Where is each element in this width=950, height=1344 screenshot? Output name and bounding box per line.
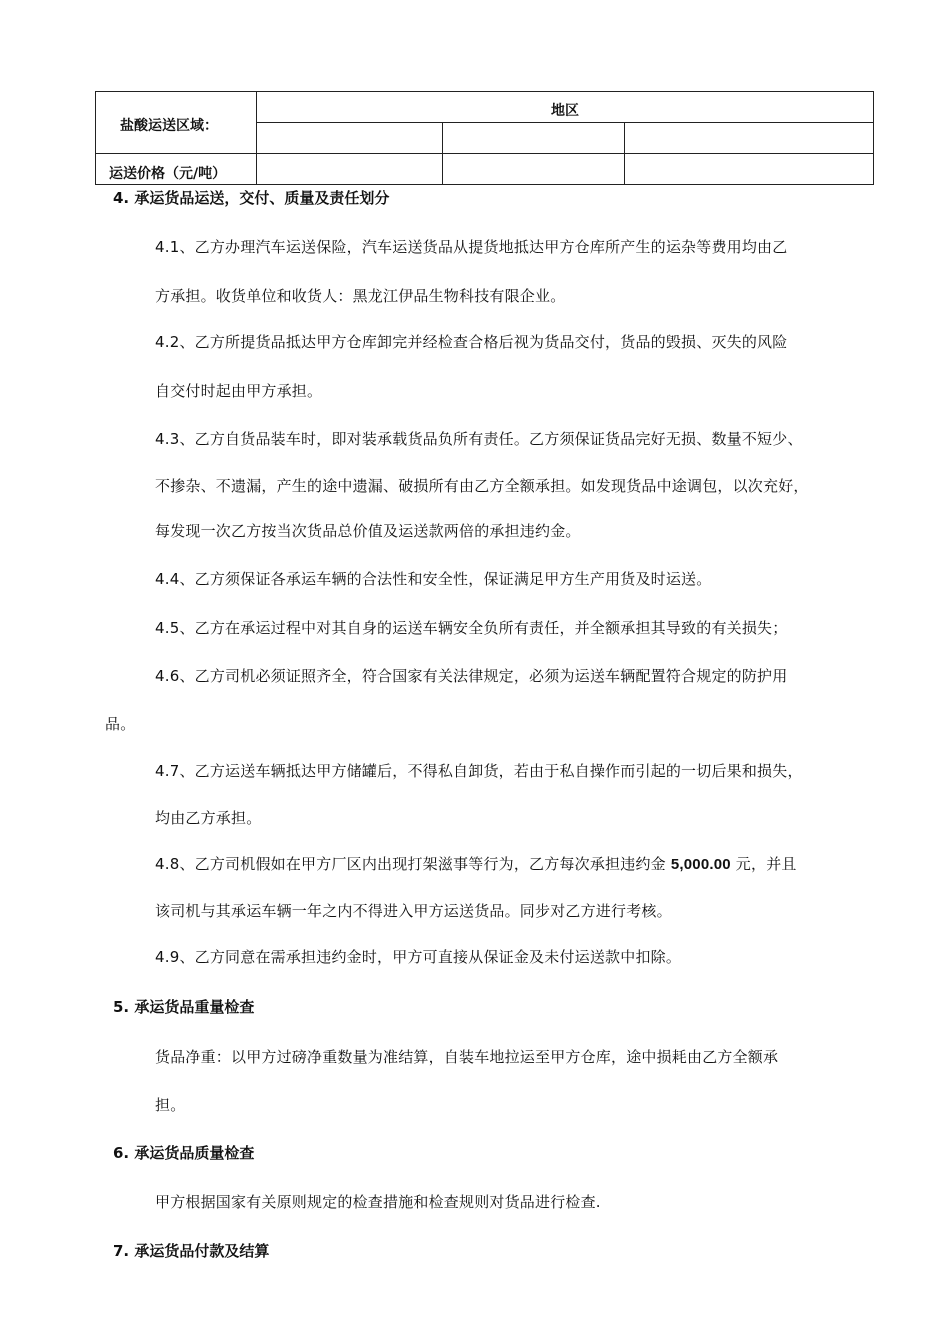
- section-7-heading: 7. 承运货品付款及结算: [113, 1242, 270, 1260]
- section-6-heading: 6. 承运货品质量检查: [113, 1144, 255, 1162]
- paragraph-4-8-text-end: 元，并且: [730, 855, 797, 873]
- paragraph-4-1: 4.1、乙方办理汽车运送保险，汽车运送货品从提货地抵达甲方仓库所产生的运杂等费用均由乙: [155, 238, 788, 256]
- penalty-amount: 5,000.00: [670, 856, 731, 873]
- region-header: 地区: [551, 103, 579, 119]
- paragraph-4-2-cont: 自交付时起由甲方承担。: [155, 382, 323, 400]
- paragraph-4-7-cont: 均由乙方承担。: [155, 809, 262, 827]
- paragraph-4-1-cont: 方承担。收货单位和收货人：黑龙江伊品生物科技有限企业。: [155, 287, 566, 305]
- row-label-price: 运送价格（元/吨）: [109, 166, 227, 182]
- paragraph-6: 甲方根据国家有关原则规定的检查措施和检查规则对货品进行检查.: [155, 1193, 601, 1211]
- paragraph-4-3: 4.3、乙方自货品装车时，即对装承载货品负所有责任。乙方须保证货品完好无损、数量不短少、: [155, 430, 803, 448]
- section-4-heading: 4. 承运货品运送，交付、质量及责任划分: [113, 189, 390, 207]
- paragraph-4-6: 4.6、乙方司机必须证照齐全，符合国家有关法律规定，必须为运送车辆配置符合规定的防护用: [155, 667, 788, 685]
- paragraph-5: 货品净重：以甲方过磅净重数量为准结算，自装车地拉运至甲方仓库，途中损耗由乙方全额承: [155, 1048, 779, 1066]
- paragraph-4-8-cont: 该司机与其承运车辆一年之内不得进入甲方运送货品。同步对乙方进行考核。: [155, 902, 672, 920]
- paragraph-4-9: 4.9、乙方同意在需承担违约金时，甲方可直接从保证金及未付运送款中扣除。: [155, 948, 682, 966]
- paragraph-4-2: 4.2、乙方所提货品抵达甲方仓库卸完并经检查合格后视为货品交付，货品的毁损、灭失的风险: [155, 333, 788, 351]
- paragraph-4-5: 4.5、乙方在承运过程中对其自身的运送车辆安全负所有责任，并全额承担其导致的有关损失；: [155, 619, 788, 637]
- transport-region-table: [95, 91, 874, 185]
- paragraph-4-8: [155, 853, 797, 874]
- paragraph-5-cont: 担。: [155, 1096, 186, 1114]
- paragraph-4-3-cont2: 每发现一次乙方按当次货品总价值及运送款两倍的承担违约金。: [155, 522, 581, 540]
- paragraph-4-8-text: 4.8、乙方司机假如在甲方厂区内出现打架滋事等行为，乙方每次承担违约金: [155, 855, 671, 873]
- paragraph-4-4: 4.4、乙方须保证各承运车辆的合法性和安全性，保证满足甲方生产用货及时运送。: [155, 570, 712, 588]
- paragraph-4-3-cont: 不掺杂、不遗漏，产生的途中遗漏、破损所有由乙方全额承担。如发现货品中途调包，以次充好，: [155, 477, 809, 495]
- paragraph-4-6-cont: 品。: [105, 715, 136, 733]
- paragraph-4-7: 4.7、乙方运送车辆抵达甲方储罐后，不得私自卸货，若由于私自操作而引起的一切后果和损失，: [155, 762, 803, 780]
- section-5-heading: 5. 承运货品重量检查: [113, 998, 255, 1016]
- row-label-region: 盐酸运送区域：: [120, 118, 218, 134]
